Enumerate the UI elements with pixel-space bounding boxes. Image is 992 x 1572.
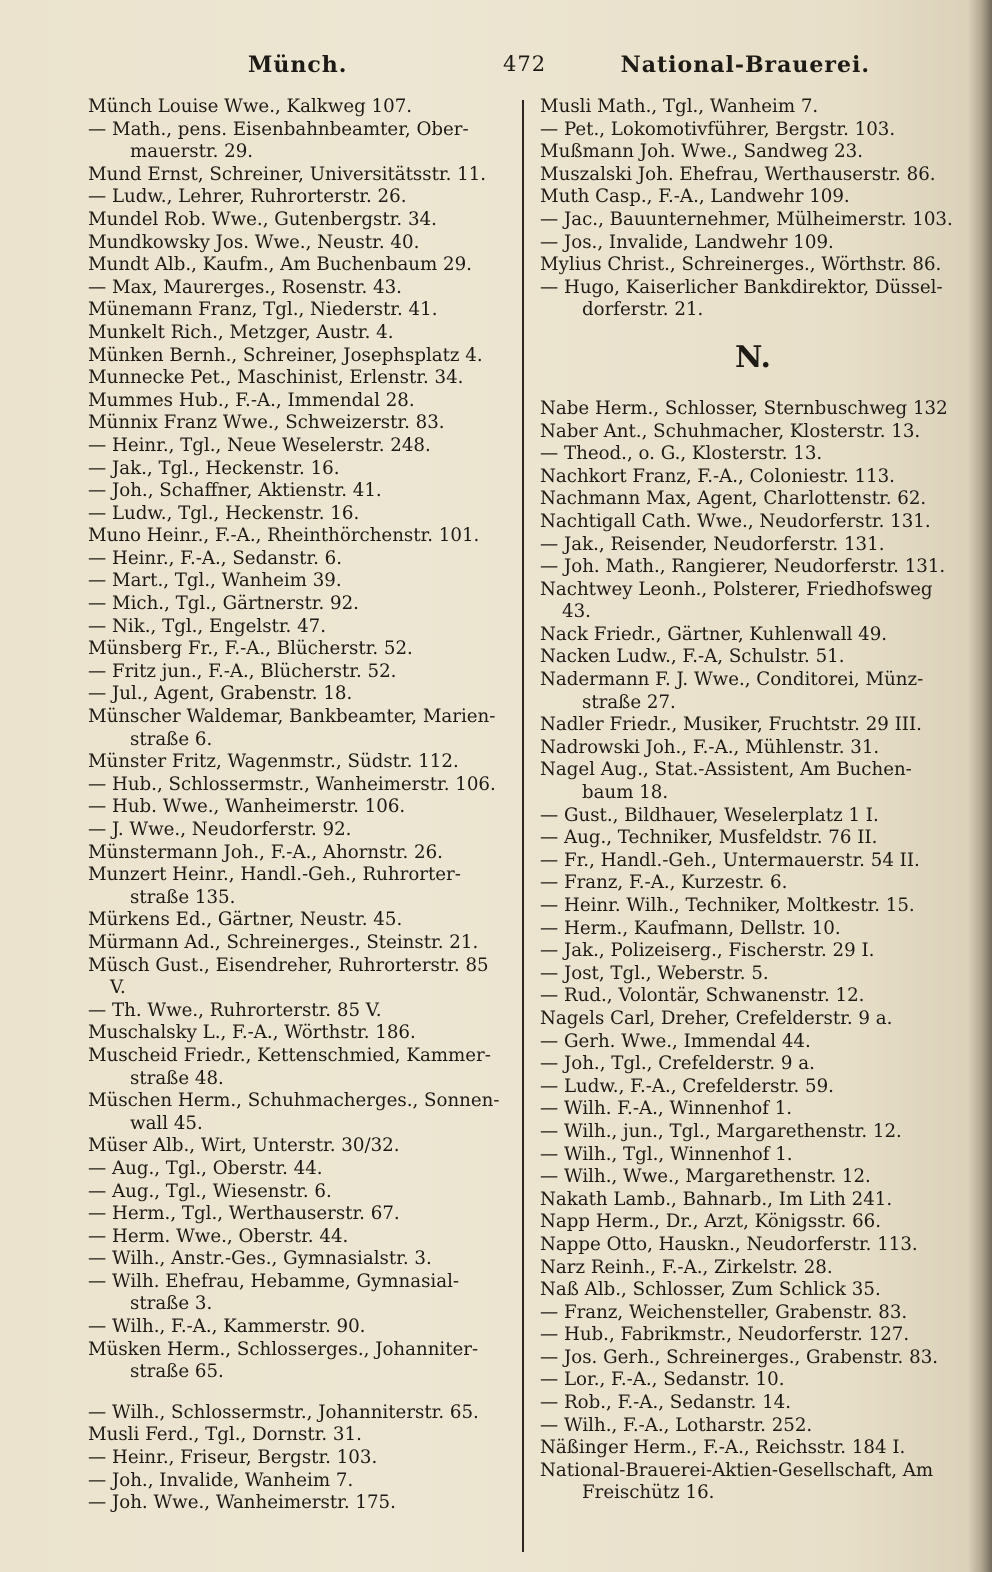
directory-entry: Mundt Alb., Kaufm., Am Buchenbaum 29. [88, 254, 472, 276]
directory-entry: — Wilh., Tgl., Winnenhof 1. [540, 1143, 793, 1165]
directory-entry: — Heinr. Wilh., Techniker, Moltkestr. 15. [540, 895, 915, 916]
directory-entry: Musli Math., Tgl., Wanheim 7. [540, 96, 819, 117]
directory-entry: — Gust., Bildhauer, Weselerplatz 1 I. [540, 804, 879, 826]
directory-entry: — Max, Maurerges., Rosenstr. 43. [88, 276, 402, 298]
directory-entry: — Jak., Reisender, Neudorferstr. 131. [540, 533, 885, 555]
directory-entry: Muscheid Friedr., Kettenschmied, Kammer- [88, 1044, 491, 1066]
directory-entry: Nagels Carl, Dreher, Crefelderstr. 9 a. [540, 1007, 893, 1029]
directory-entry-continuation: straße 135. [130, 886, 236, 908]
directory-entry: — Jos., Invalide, Landwehr 109. [540, 231, 834, 253]
directory-entry: — Hub. Wwe., Wanheimerstr. 106. [88, 796, 406, 818]
directory-entry: — Joh. Math., Rangierer, Neudorferstr. 131. [540, 556, 946, 578]
directory-entry: — Herm. Wwe., Oberstr. 44. [88, 1225, 349, 1247]
directory-entry: Nachtwey Leonh., Polsterer, Friedhofsweg 43. [540, 578, 933, 623]
directory-entry: — Hub., Schlossermstr., Wanheimerstr. 106. [88, 773, 496, 795]
directory-entry: Nappe Otto, Hauskn., Neudorferstr. 113. [540, 1233, 918, 1255]
directory-entry: Münemann Franz, Tgl., Niederstr. 41. [88, 299, 438, 321]
page-header [88, 52, 870, 92]
directory-entry: — Fr., Handl.-Geh., Untermauerstr. 54 II. [540, 849, 920, 871]
directory-entry-continuation: mauerstr. 29. [130, 141, 254, 163]
directory-entry: — Jak., Tgl., Heckenstr. 16. [88, 457, 340, 479]
directory-entry: Münsberg Fr., F.-A., Blücherstr. 52. [88, 638, 413, 660]
directory-entry: Mürkens Ed., Gärtner, Neustr. 45. [88, 909, 403, 931]
directory-entry: — Heinr., F.-A., Sedanstr. 6. [88, 547, 343, 569]
directory-entry: — Th. Wwe., Ruhrorterstr. 85 V. [88, 999, 382, 1021]
page-binding-shadow [968, 0, 992, 1572]
section-letter-heading: N. [735, 339, 771, 375]
directory-entry: — Wilh., Schlossermstr., Johanniterstr. 65. [88, 1401, 479, 1423]
directory-entry: Muth Casp., F.-A., Landwehr 109. [540, 186, 850, 208]
directory-entry: — Wilh., F.-A., Kammerstr. 90. [88, 1316, 366, 1338]
directory-entry: Münnix Franz Wwe., Schweizerstr. 83. [88, 412, 445, 434]
directory-entry: — Ludw., Lehrer, Ruhrorterstr. 26. [88, 186, 407, 208]
directory-entry: — Joh., Invalide, Wanheim 7. [88, 1469, 354, 1491]
directory-entry: — Joh., Tgl., Crefelderstr. 9 a. [540, 1053, 815, 1075]
directory-entry: Munnecke Pet., Maschinist, Erlenstr. 34. [88, 367, 464, 389]
directory-entry: — Wilh. F.-A., Winnenhof 1. [540, 1098, 793, 1120]
directory-entry: — Herm., Tgl., Werthauserstr. 67. [88, 1203, 400, 1225]
directory-entry: — Herm., Kaufmann, Dellstr. 10. [540, 917, 841, 939]
right-column [540, 96, 966, 1505]
directory-entry: — Rob., F.-A., Sedanstr. 14. [540, 1392, 792, 1414]
directory-entry: — Lor., F.-A., Sedanstr. 10. [540, 1369, 785, 1391]
directory-entry: Nacken Ludw., F.-A, Schulstr. 51. [540, 646, 845, 668]
directory-entry: — Ludw., F.-A., Crefelderstr. 59. [540, 1075, 834, 1097]
page-number: 472 [503, 52, 547, 76]
right-column-n-entries [540, 398, 966, 1505]
directory-entry: — Joh. Wwe., Wanheimerstr. 175. [88, 1492, 396, 1514]
directory-entry: Nabe Herm., Schlosser, Sternbuschweg 132 [540, 397, 948, 419]
directory-entry: — Mart., Tgl., Wanheim 39. [88, 570, 342, 592]
directory-entry: Napp Herm., Dr., Arzt, Königsstr. 66. [540, 1211, 882, 1233]
directory-entry: — Ludw., Tgl., Heckenstr. 16. [88, 502, 360, 524]
directory-entry: — Wilh., Wwe., Margarethenstr. 12. [540, 1166, 871, 1188]
directory-entry: — Jak., Polizeiserg., Fischerstr. 29 I. [540, 940, 875, 962]
directory-entry: Mylius Christ., Schreinerges., Wörthstr. 86. [540, 254, 942, 276]
directory-entry: Nachtigall Cath. Wwe., Neudorferstr. 131. [540, 510, 931, 532]
directory-entry: — Theod., o. G., Klosterstr. 13. [540, 443, 823, 465]
left-column [88, 96, 510, 1515]
directory-entry: Muszalski Joh. Ehefrau, Werthauserstr. 86. [540, 163, 936, 185]
directory-entry: — Aug., Tgl., Wiesenstr. 6. [88, 1180, 332, 1202]
directory-entry: — Hugo, Kaiserlicher Bankdirektor, Düssel- [540, 276, 943, 298]
directory-entry: — Nik., Tgl., Engelstr. 47. [88, 615, 327, 637]
header-left-catchword: Münch. [248, 52, 348, 78]
directory-entry: — Fritz jun., F.-A., Blücherstr. 52. [88, 660, 397, 682]
directory-entry: Mundkowsky Jos. Wwe., Neustr. 40. [88, 231, 420, 253]
directory-entry: Näßinger Herm., F.-A., Reichsstr. 184 I. [540, 1437, 906, 1459]
directory-entry-continuation: baum 18. [582, 782, 669, 804]
directory-entry: Narz Reinh., F.-A., Zirkelstr. 28. [540, 1256, 833, 1278]
entry-gap [88, 1384, 510, 1402]
column-divider [522, 100, 524, 1552]
directory-entry: Nakath Lamb., Bahnarb., Im Lith 241. [540, 1188, 893, 1210]
directory-entry: — Jul., Agent, Grabenstr. 18. [88, 683, 353, 705]
directory-entry: — J. Wwe., Neudorferstr. 92. [88, 819, 352, 840]
directory-entry-continuation: straße 48. [130, 1067, 224, 1089]
directory-entry-continuation: straße 65. [130, 1361, 224, 1383]
directory-entry: Mürmann Ad., Schreinerges., Steinstr. 21. [88, 931, 479, 953]
directory-entry: — Aug., Tgl., Oberstr. 44. [88, 1157, 323, 1179]
directory-entry: — Aug., Techniker, Musfeldstr. 76 II. [540, 827, 878, 849]
directory-entry: Nadrowski Joh., F.-A., Mühlenstr. 31. [540, 736, 880, 758]
directory-entry: Münstermann Joh., F.-A., Ahornstr. 26. [88, 841, 443, 863]
directory-entry: Munkelt Rich., Metzger, Austr. 4. [88, 321, 394, 343]
directory-entry-continuation: straße 6. [130, 728, 213, 750]
directory-entry: — Heinr., Tgl., Neue Weselerstr. 248. [88, 434, 431, 456]
directory-entry: — Heinr., Friseur, Bergstr. 103. [88, 1447, 378, 1469]
directory-entry: Münch Louise Wwe., Kalkweg 107. [88, 96, 413, 117]
directory-entry: — Jost, Tgl., Weberstr. 5. [540, 962, 769, 984]
directory-entry: Muschalsky L., F.-A., Wörthstr. 186. [88, 1022, 416, 1044]
directory-entry-continuation: straße 27. [582, 691, 676, 713]
directory-entry: Münken Bernh., Schreiner, Josephsplatz 4. [88, 344, 483, 366]
directory-entry: — Joh., Schaffner, Aktienstr. 41. [88, 480, 382, 502]
directory-entry: Nadermann F. J. Wwe., Conditorei, Münz- [540, 669, 924, 691]
directory-entry: — Jac., Bauunternehmer, Mülheimerstr. 103. [540, 208, 953, 230]
directory-entry: Muno Heinr., F.-A., Rheinthörchenstr. 101. [88, 525, 480, 547]
directory-entry-continuation: dorferstr. 21. [582, 299, 704, 321]
directory-entry: — Wilh., F.-A., Lotharstr. 252. [540, 1414, 813, 1436]
directory-entry: Münster Fritz, Wagenmstr., Südstr. 112. [88, 751, 459, 773]
right-column-m-entries [540, 96, 966, 322]
directory-entry: Müschen Herm., Schuhmacherges., Sonnen- [88, 1090, 500, 1112]
directory-entry: Mummes Hub., F.-A., Immendal 28. [88, 389, 415, 411]
directory-entry: — Wilh., Anstr.-Ges., Gymnasialstr. 3. [88, 1248, 432, 1270]
directory-entry: — Hub., Fabrikmstr., Neudorferstr. 127. [540, 1324, 910, 1346]
directory-entry-continuation: wall 45. [130, 1112, 203, 1134]
directory-entry: Nachkort Franz, F.-A., Coloniestr. 113. [540, 465, 895, 487]
directory-entry: — Wilh. Ehefrau, Hebamme, Gymnasial- [88, 1270, 460, 1292]
directory-entry: Müser Alb., Wirt, Unterstr. 30/32. [88, 1135, 400, 1157]
directory-entry: Nadler Friedr., Musiker, Fruchtstr. 29 III. [540, 714, 922, 736]
directory-entry: — Gerh. Wwe., Immendal 44. [540, 1030, 811, 1052]
directory-entry: — Mich., Tgl., Gärtnerstr. 92. [88, 593, 359, 615]
directory-entry: Naß Alb., Schlosser, Zum Schlick 35. [540, 1279, 881, 1301]
directory-entry: — Math., pens. Eisenbahnbeamter, Ober- [88, 118, 469, 140]
directory-entry: — Rud., Volontär, Schwanenstr. 12. [540, 985, 865, 1007]
directory-entry: Müsken Herm., Schlosserges., Johanniter- [88, 1338, 479, 1360]
directory-entry: — Franz, Weichensteller, Grabenstr. 83. [540, 1301, 908, 1323]
directory-entry: — Jos. Gerh., Schreinerges., Grabenstr. 83. [540, 1346, 939, 1368]
directory-entry: Nack Friedr., Gärtner, Kuhlenwall 49. [540, 623, 888, 645]
directory-entry: — Franz, F.-A., Kurzestr. 6. [540, 872, 788, 894]
directory-entry: — Wilh., jun., Tgl., Margarethenstr. 12. [540, 1120, 902, 1142]
directory-entry-continuation: straße 3. [130, 1293, 213, 1315]
directory-entry: Müsch Gust., Eisendreher, Ruhrorterstr. 85 V. [88, 954, 489, 999]
directory-entry: Mundel Rob. Wwe., Gutenbergstr. 34. [88, 208, 437, 230]
directory-entry: Mußmann Joh. Wwe., Sandweg 23. [540, 141, 864, 163]
directory-entry: Mund Ernst, Schreiner, Universitätsstr. 11. [88, 163, 487, 185]
header-right-catchword: National-Brauerei. [620, 52, 870, 78]
directory-entry: Münscher Waldemar, Bankbeamter, Marien- [88, 706, 496, 728]
directory-entry: Munzert Heinr., Handl.-Geh., Ruhrorter- [88, 864, 461, 886]
directory-entry: National-Brauerei-Aktien-Gesellschaft, Am [540, 1459, 934, 1481]
directory-entry: — Pet., Lokomotivführer, Bergstr. 103. [540, 118, 896, 140]
directory-entry: Musli Ferd., Tgl., Dornstr. 31. [88, 1424, 362, 1446]
directory-entry-continuation: Freischütz 16. [582, 1482, 715, 1504]
directory-entry: Naber Ant., Schuhmacher, Klosterstr. 13. [540, 420, 921, 442]
directory-entry: Nachmann Max, Agent, Charlottenstr. 62. [540, 488, 927, 510]
directory-entry: Nagel Aug., Stat.-Assistent, Am Buchen- [540, 759, 912, 781]
